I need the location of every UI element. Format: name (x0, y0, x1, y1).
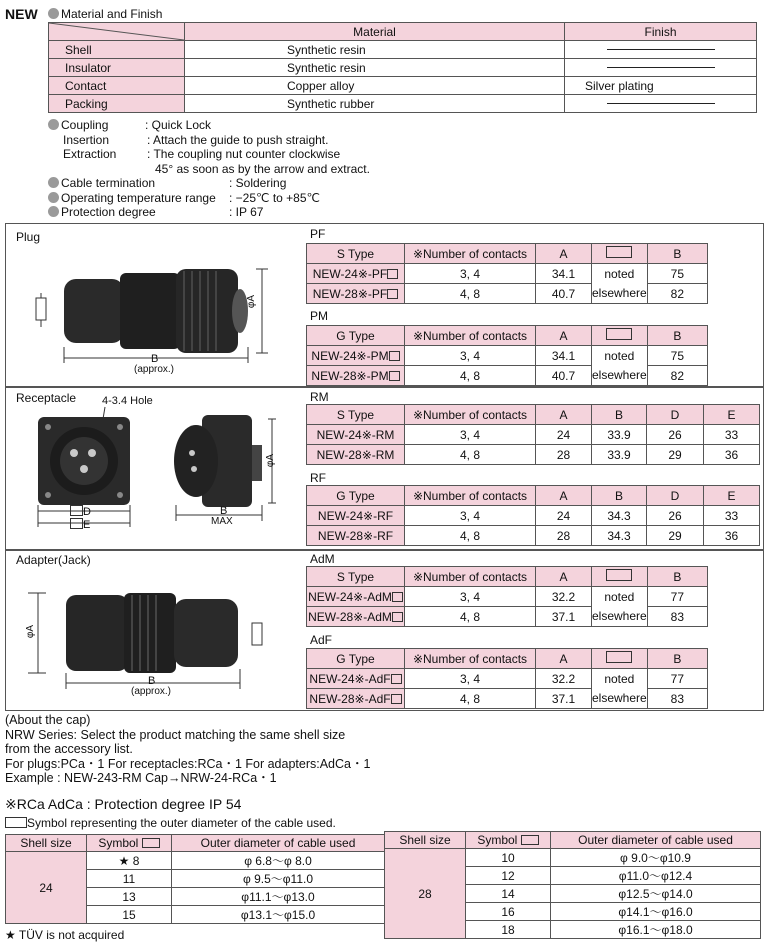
part-number: NEW-28※-PM (307, 366, 405, 386)
note-header (592, 649, 648, 669)
receptacle-dim-a: φA (265, 453, 277, 468)
square-icon (391, 674, 402, 684)
part-number: NEW-28※-AdF (307, 689, 405, 709)
a-cell: 37.1 (536, 689, 592, 709)
pf-title: PF (310, 227, 326, 241)
a-cell: 28 (536, 526, 592, 546)
plug-drawing (28, 255, 298, 380)
bullet-icon (48, 8, 59, 19)
diameter-cell: φ11.0〜φ12.4 (551, 867, 761, 885)
note-header (592, 567, 648, 587)
e-cell: 33 (704, 506, 760, 526)
finish-cell (565, 41, 757, 59)
note-cell: noted (592, 346, 648, 366)
note-cell: noted (592, 669, 648, 689)
table-row (307, 506, 760, 526)
contacts-header: ※Number of contacts (405, 405, 536, 425)
diameter-header: Outer diameter of cable used (551, 832, 761, 849)
type-header: S Type (307, 405, 405, 425)
plug-title: Plug (16, 230, 41, 244)
symbol-cell: 10 (466, 849, 551, 867)
e-cell: 36 (704, 445, 760, 465)
rf-table (306, 485, 760, 546)
finish-line (607, 67, 715, 68)
contacts-header: ※Number of contacts (405, 244, 536, 264)
d-cell: 29 (647, 526, 704, 546)
diameter-cell: φ14.1〜φ16.0 (551, 903, 761, 921)
b-header: B (647, 244, 707, 264)
contacts-cell: 4, 8 (405, 445, 536, 465)
contacts-cell: 3, 4 (405, 264, 536, 284)
bullet-icon (48, 192, 59, 203)
b-header: B (647, 567, 707, 587)
part-number: NEW-28※-PF (307, 284, 405, 304)
dim-e-label: E (70, 518, 90, 531)
a-header: A (536, 649, 592, 669)
table-row (49, 41, 757, 59)
cap-line: NRW Series: Select the product matching the same shell size (5, 727, 346, 742)
receptacle-dim-max: MAX (211, 516, 233, 527)
corner-cell (49, 23, 185, 41)
table-row (307, 526, 760, 546)
square-icon (70, 518, 83, 529)
diagonal-line (49, 23, 184, 40)
symbol-cell: 16 (466, 903, 551, 921)
contacts-cell: 4, 8 (405, 366, 536, 386)
b-cell: 82 (647, 284, 707, 304)
diameter-cell: φ 6.8〜φ 8.0 (172, 852, 385, 870)
square-icon (606, 569, 632, 581)
diameter-cell: φ13.1〜φ15.0 (172, 906, 385, 924)
material-header: Material (185, 23, 565, 41)
e-header: E (704, 405, 760, 425)
symbol-cell: 13 (87, 888, 172, 906)
square-icon (70, 505, 83, 516)
b-cell: 75 (647, 346, 707, 366)
adf-title: AdF (310, 633, 333, 647)
part-number: NEW-24※-PF (307, 264, 405, 284)
note-cell: elsewhere (592, 366, 648, 386)
note-header (592, 244, 648, 264)
d-cell: 26 (647, 425, 704, 445)
b-header: B (647, 649, 707, 669)
material-table (48, 22, 757, 113)
a-cell: 34.1 (536, 264, 592, 284)
b-cell: 75 (647, 264, 707, 284)
adapter-dim-b-note: (approx.) (131, 686, 172, 697)
symbol-cell: 15 (87, 906, 172, 924)
type-header: G Type (307, 326, 405, 346)
square-icon (392, 592, 403, 602)
contacts-cell: 4, 8 (405, 284, 536, 304)
a-cell: 24 (536, 425, 592, 445)
table-row (307, 607, 708, 627)
contacts-cell: 3, 4 (405, 346, 536, 366)
section-title: Material and Finish (48, 7, 162, 21)
d-header: D (647, 405, 704, 425)
bullet-icon (48, 177, 59, 188)
table-row (307, 587, 708, 607)
table-row (49, 95, 757, 113)
bullet-icon (48, 206, 59, 217)
symbol-cell: 11 (87, 870, 172, 888)
symbol-header: Symbol (466, 832, 551, 849)
diameter-cell: φ16.1〜φ18.0 (551, 921, 761, 939)
part-number: NEW-24※-AdF (307, 669, 405, 689)
footnote: ★ TÜV is not acquired (5, 928, 125, 942)
b-header: B (592, 405, 647, 425)
contacts-header: ※Number of contacts (405, 486, 536, 506)
rca-title: ※RCa AdCa : Protection degree IP 54 (5, 796, 242, 812)
type-header: S Type (307, 567, 405, 587)
finish-line (607, 103, 715, 104)
pm-table (306, 325, 708, 386)
finish-cell: Silver plating (565, 77, 757, 95)
square-icon (142, 838, 160, 848)
b-cell: 34.3 (592, 526, 647, 546)
adm-title: AdM (310, 552, 335, 566)
cap-line: (About the cap) (5, 713, 91, 727)
part-number: NEW-24※-RM (307, 425, 405, 445)
b-cell: 77 (647, 669, 707, 689)
bullet-icon (48, 119, 59, 130)
finish-line (607, 49, 715, 50)
table-row (307, 366, 708, 386)
table-row (307, 346, 708, 366)
square-icon (5, 817, 27, 828)
adm-table (306, 566, 708, 627)
plug-dim-a: φA (246, 294, 258, 309)
table-row (307, 425, 760, 445)
adapter-dim-b: B (148, 675, 156, 687)
a-cell: 40.7 (536, 284, 592, 304)
a-header: A (536, 326, 592, 346)
note-cell: noted (592, 587, 648, 607)
symbol-cell: ★ 8 (87, 852, 172, 870)
e-header: E (704, 486, 760, 506)
square-icon (606, 328, 632, 340)
b-cell: 33.9 (592, 445, 647, 465)
type-header: S Type (307, 244, 405, 264)
table-row (49, 59, 757, 77)
type-header: G Type (307, 649, 405, 669)
e-cell: 33 (704, 425, 760, 445)
diameter-cell: φ11.1〜φ13.0 (172, 888, 385, 906)
table-row (307, 669, 708, 689)
note-cell: elsewhere (592, 689, 648, 709)
shell-cell: 24 (6, 852, 87, 924)
table-row (307, 689, 708, 709)
square-icon (391, 694, 402, 704)
square-icon (389, 371, 400, 381)
contacts-header: ※Number of contacts (405, 649, 536, 669)
a-cell: 37.1 (536, 607, 592, 627)
note-cell: noted (592, 264, 648, 284)
part-label: Shell (49, 41, 185, 59)
contacts-cell: 3, 4 (405, 669, 536, 689)
shell-header: Shell size (6, 835, 87, 852)
a-header: A (536, 486, 592, 506)
a-header: A (536, 405, 592, 425)
e-cell: 36 (704, 526, 760, 546)
contacts-header: ※Number of contacts (405, 326, 536, 346)
table-row (307, 445, 760, 465)
note-cell: elsewhere (592, 284, 648, 304)
adapter-title: Adapter(Jack) (16, 553, 91, 567)
note-header (592, 326, 648, 346)
diameter-cell: φ 9.0〜φ10.9 (551, 849, 761, 867)
finish-cell (565, 59, 757, 77)
contacts-header: ※Number of contacts (405, 567, 536, 587)
shell-header: Shell size (385, 832, 466, 849)
b-cell: 33.9 (592, 425, 647, 445)
contacts-cell: 3, 4 (405, 506, 536, 526)
rm-table (306, 404, 760, 465)
symbol-note: Symbol representing the outer diameter of the cable used. (5, 816, 336, 830)
a-cell: 28 (536, 445, 592, 465)
diameter-header: Outer diameter of cable used (172, 835, 385, 852)
hole-label: 4-3.4 Hole (102, 395, 153, 407)
table-row (307, 264, 708, 284)
table-row (385, 849, 761, 867)
shell-cell: 28 (385, 849, 466, 939)
b-header: B (647, 326, 707, 346)
pm-title: PM (310, 309, 328, 323)
table-row (6, 852, 385, 870)
specs-block: Coupling : Quick Lock Insertion : Attach the guide to push straight. Extraction : The coupling nut counter clockwise 45° as soon as by the arrow and extract. Cable termination : Soldering Operating temperature range : −25℃ to +85℃ Protection degree : IP 67 (48, 118, 370, 220)
cap-notes (5, 713, 370, 786)
plug-dim-b: B (151, 353, 159, 365)
adf-table (306, 648, 708, 709)
b-header: B (592, 486, 647, 506)
pf-table (306, 243, 708, 304)
part-number: NEW-28※-AdM (307, 607, 405, 627)
square-icon (606, 246, 632, 258)
square-icon (392, 612, 403, 622)
receptacle-dim-b: B (220, 505, 228, 517)
b-cell: 82 (647, 366, 707, 386)
note-cell: elsewhere (592, 607, 648, 627)
table-row (307, 284, 708, 304)
cap-line: For plugs:PCa・1 For receptacles:RCa・1 For adapters:AdCa・1 (5, 756, 371, 771)
a-header: A (536, 244, 592, 264)
symbol-cell: 12 (466, 867, 551, 885)
part-number: NEW-24※-AdM (307, 587, 405, 607)
a-cell: 32.2 (536, 587, 592, 607)
dim-d-label: D (70, 505, 91, 518)
part-number: NEW-28※-RM (307, 445, 405, 465)
a-cell: 34.1 (536, 346, 592, 366)
b-cell: 34.3 (592, 506, 647, 526)
contacts-cell: 3, 4 (405, 425, 536, 445)
rm-title: RM (310, 390, 329, 404)
square-icon (387, 269, 398, 279)
symbol-cell: 18 (466, 921, 551, 939)
b-cell: 83 (647, 689, 707, 709)
part-label: Packing (49, 95, 185, 113)
a-header: A (536, 567, 592, 587)
rf-title: RF (310, 471, 326, 485)
diameter-cell: φ12.5〜φ14.0 (551, 885, 761, 903)
part-number: NEW-24※-RF (307, 506, 405, 526)
material-cell: Copper alloy (185, 77, 565, 95)
adapter-dim-a: φA (25, 624, 37, 639)
contacts-cell: 3, 4 (405, 587, 536, 607)
part-label: Insulator (49, 59, 185, 77)
square-icon (606, 651, 632, 663)
plug-dim-b-note: (approx.) (134, 364, 175, 375)
a-cell: 24 (536, 506, 592, 526)
part-label: Contact (49, 77, 185, 95)
cap-line: Example : NEW-243-RM Cap→NRW-24-RCa・1 (5, 771, 277, 785)
material-cell: Synthetic resin (185, 59, 565, 77)
cable-table-left (5, 834, 385, 924)
square-icon (389, 351, 400, 361)
part-number: NEW-24※-PM (307, 346, 405, 366)
a-cell: 40.7 (536, 366, 592, 386)
b-cell: 77 (647, 587, 707, 607)
finish-cell (565, 95, 757, 113)
a-cell: 32.2 (536, 669, 592, 689)
finish-header: Finish (565, 23, 757, 41)
receptacle-drawing (30, 405, 290, 535)
d-cell: 26 (647, 506, 704, 526)
d-header: D (647, 486, 704, 506)
cable-table-right (384, 831, 761, 939)
receptacle-title: Receptacle (16, 391, 77, 405)
contacts-cell: 4, 8 (405, 689, 536, 709)
square-icon (521, 835, 539, 845)
symbol-header: Symbol (87, 835, 172, 852)
contacts-cell: 4, 8 (405, 607, 536, 627)
cap-line: from the accessory list. (5, 742, 133, 756)
material-cell: Synthetic rubber (185, 95, 565, 113)
type-header: G Type (307, 486, 405, 506)
table-row (49, 77, 757, 95)
material-cell: Synthetic resin (185, 41, 565, 59)
square-icon (387, 289, 398, 299)
diameter-cell: φ 9.5〜φ11.0 (172, 870, 385, 888)
b-cell: 83 (647, 607, 707, 627)
brand-label: NEW (5, 6, 38, 22)
contacts-cell: 4, 8 (405, 526, 536, 546)
d-cell: 29 (647, 445, 704, 465)
part-number: NEW-28※-RF (307, 526, 405, 546)
symbol-cell: 14 (466, 885, 551, 903)
